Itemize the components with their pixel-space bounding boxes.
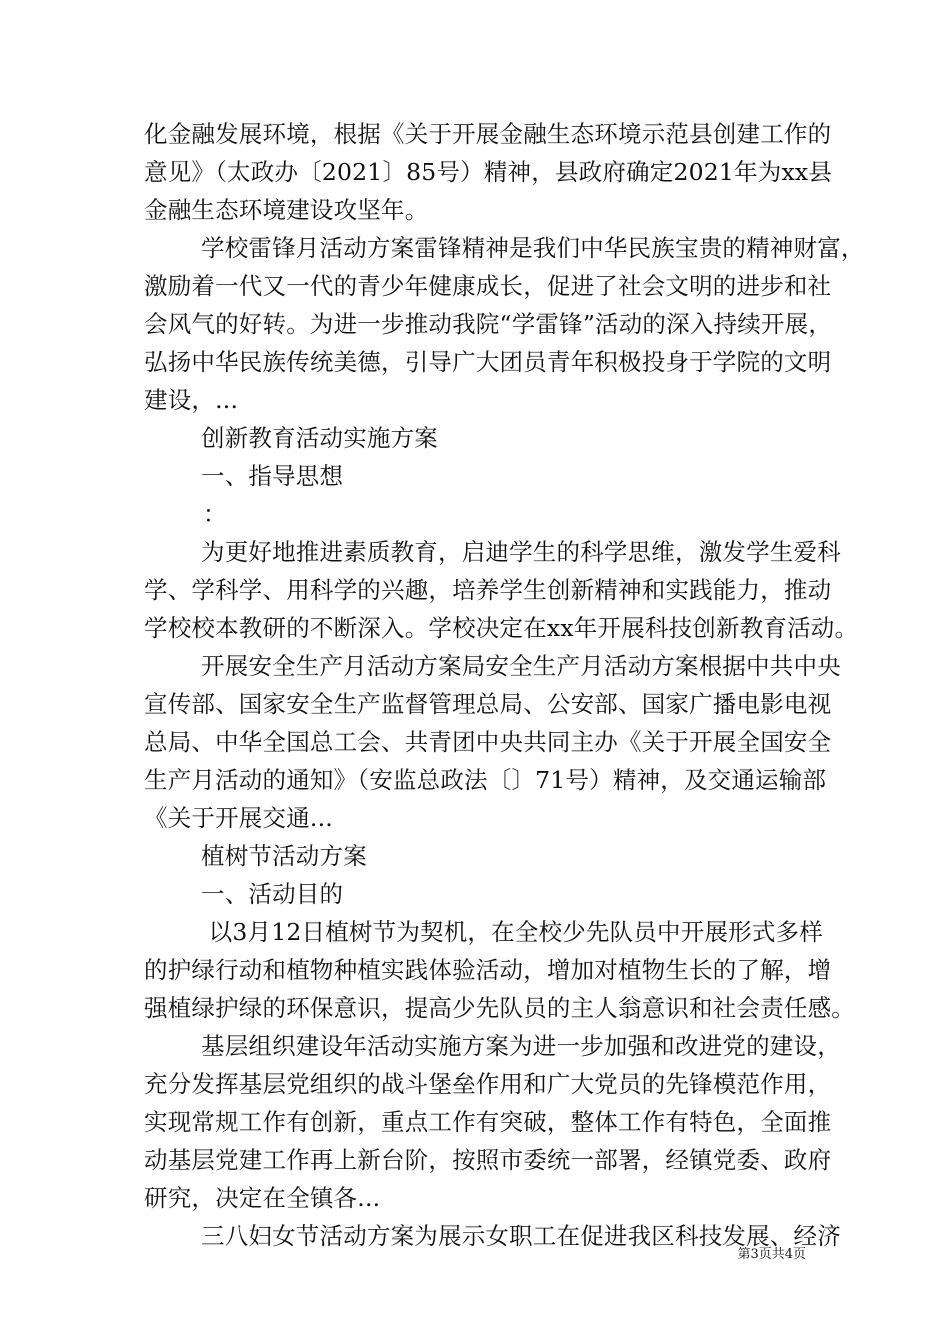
section-heading: 植树节活动方案 (201, 842, 367, 870)
paragraph-start: 为更好地推进素质教育，启迪学生的科学思维，激发学生爱科 (201, 538, 841, 566)
paragraph-start: 以3月12日植树节为契机，在全校少先队员中开展形式多样 (201, 918, 823, 946)
text-line: 的护绿行动和植物种植实践体验活动，增加对植物生长的了解，增 (144, 956, 832, 984)
page-number: 第3页共4页 (737, 1247, 806, 1262)
text-line: 意见》（太政办〔2021〕85号）精神，县政府确定2021年为xx县 (144, 158, 833, 186)
text-line: 研究，决定在全镇各... (144, 1184, 381, 1212)
paragraph-start: 开展安全生产月活动方案局安全生产月活动方案根据中共中央 (201, 652, 841, 680)
section-heading: 一、活动目的 (201, 880, 344, 908)
section-heading: 一、指导思想 (201, 462, 344, 490)
text-line: 建设，... (144, 386, 239, 414)
text-line: 宣传部、国家安全生产监督管理总局、公安部、国家广播电影电视 (144, 690, 832, 718)
text-line: 学校校本教研的不断深入。学校决定在xx年开展科技创新教育活动。 (144, 614, 859, 642)
text-line: 弘扬中华民族传统美德，引导广大团员青年积极投身于学院的文明 (144, 348, 832, 376)
paragraph-start: 学校雷锋月活动方案雷锋精神是我们中华民族宝贵的精神财富， (201, 234, 865, 262)
paragraph-start: 三八妇女节活动方案为展示女职工在促进我区科技发展、经济 (201, 1222, 841, 1250)
text-line: 强植绿护绿的环保意识，提高少先队员的主人翁意识和社会责任感。 (144, 994, 855, 1022)
paragraph-start: 基层组织建设年活动实施方案为进一步加强和改进党的建设， (201, 1032, 841, 1060)
text-line: 激励着一代又一代的青少年健康成长，促进了社会文明的进步和社 (144, 272, 832, 300)
text-line: 实现常规工作有创新，重点工作有突破，整体工作有特色，全面推 (144, 1108, 832, 1136)
text-line: 充分发挥基层党组织的战斗堡垒作用和广大党员的先锋模范作用， (144, 1070, 832, 1098)
text-line: ： (203, 500, 227, 528)
text-line: 金融生态环境建设攻坚年。 (144, 196, 429, 224)
text-line: 动基层党建工作再上新台阶，按照市委统一部署，经镇党委、政府 (144, 1146, 832, 1174)
text-line: 会风气的好转。为进一步推动我院“学雷锋”活动的深入持续开展， (144, 310, 833, 338)
text-line: 总局、中华全国总工会、共青团中央共同主办《关于开展全国安全 (144, 728, 832, 756)
text-line: 化金融发展环境，根据《关于开展金融生态环境示范县创建工作的 (144, 120, 832, 148)
section-heading: 创新教育活动实施方案 (201, 424, 438, 452)
text-line: 《关于开展交通... (144, 804, 333, 832)
text-line: 生产月活动的通知》（安监总政法〔〕71号）精神，及交通运输部 (144, 766, 827, 794)
text-line: 学、学科学、用科学的兴趣，培养学生创新精神和实践能力，推动 (144, 576, 832, 604)
